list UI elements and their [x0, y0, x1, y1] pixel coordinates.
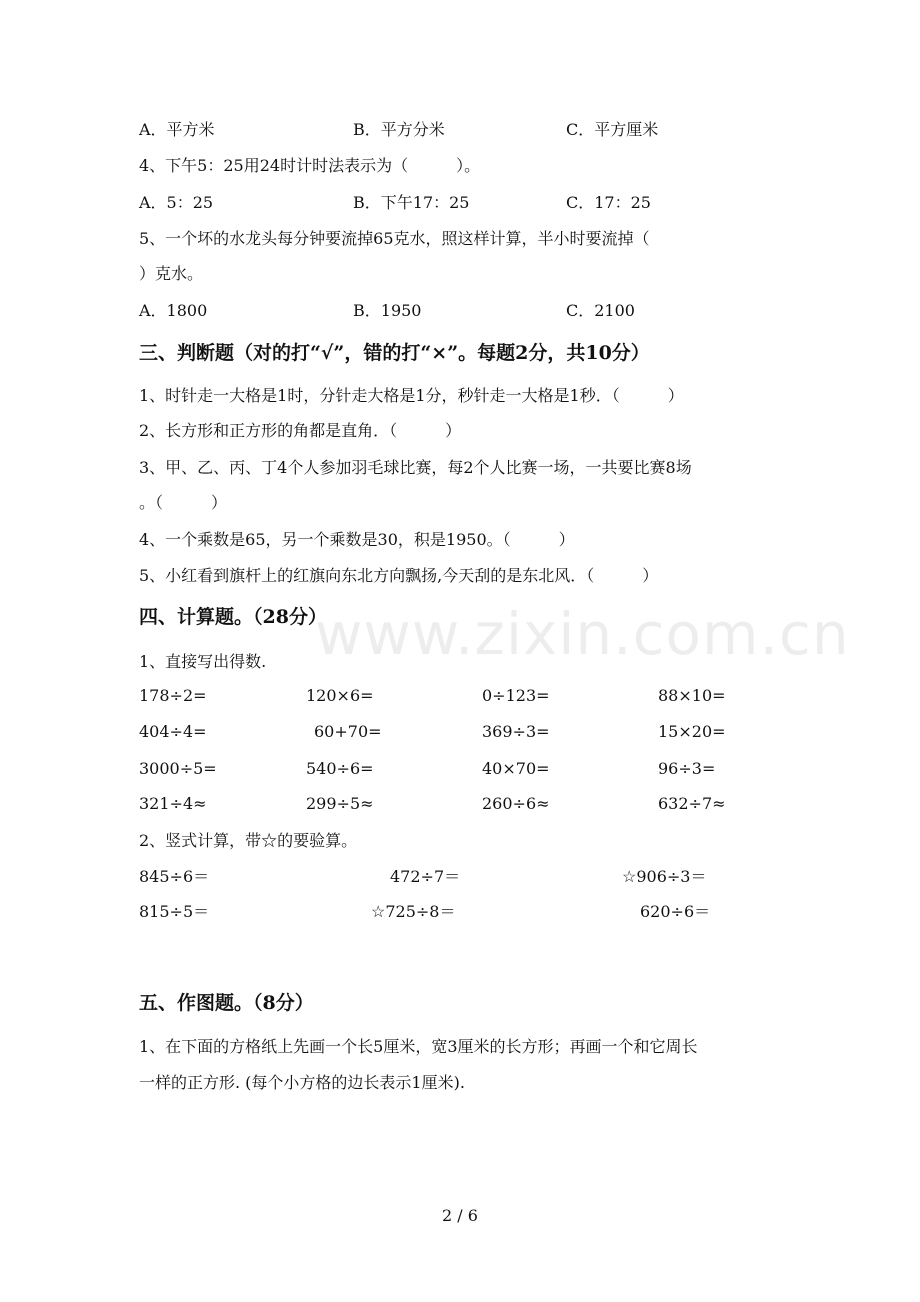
- oral-calc-item: 321÷4≈: [139, 794, 207, 813]
- oral-calc-item: 15×20=: [658, 722, 726, 741]
- section3-item-5: 5、小红看到旗杆上的红旗向东北方向飘扬,今天刮的是东北风．（ ）: [139, 566, 659, 585]
- watermark: www.zixin.com.cn: [315, 600, 850, 668]
- section4-sub2: 2、竖式计算，带☆的要验算。: [139, 831, 358, 850]
- section4-sub1: 1、直接写出得数.: [139, 652, 267, 671]
- vertical-calc-item: 472÷7＝: [390, 867, 461, 886]
- oral-calc-item: 178÷2=: [139, 686, 207, 705]
- oral-calc-item: 88×10=: [658, 686, 726, 705]
- oral-calc-item: 540÷6=: [306, 759, 374, 778]
- vertical-calc-item: ☆906÷3＝: [622, 867, 707, 886]
- oral-calc-item: 96÷3=: [658, 759, 716, 778]
- section3-item-3-cont: 。（ ）: [139, 493, 228, 512]
- vertical-calc-item: 620÷6＝: [640, 902, 711, 921]
- q5-option-a: A．1800: [139, 301, 208, 320]
- oral-calc-item: 3000÷5=: [139, 759, 217, 778]
- q5-question-line2: ）克水。: [139, 264, 204, 283]
- oral-calc-item: 299÷5≈: [306, 794, 374, 813]
- vertical-calc-item: 845÷6＝: [139, 867, 210, 886]
- q3-option-b: B．平方分米: [353, 120, 445, 139]
- q3-option-c: C．平方厘米: [566, 120, 659, 139]
- q4-option-b: B．下午17：25: [353, 193, 470, 212]
- section5-line2: 一样的正方形. (每个小方格的边长表示1厘米).: [139, 1073, 465, 1092]
- q4-question: 4、下午5：25用24时计时法表示为（ ）。: [139, 156, 481, 175]
- section4-title: 四、计算题。（28分）: [139, 606, 327, 628]
- section3-item-3: 3、甲、乙、丙、丁4个人参加羽毛球比赛，每2个人比赛一场，一共要比赛8场: [139, 458, 692, 477]
- vertical-calc-item: ☆725÷8＝: [371, 902, 456, 921]
- oral-calc-item: 260÷6≈: [482, 794, 550, 813]
- page-number: 2 / 6: [442, 1206, 478, 1225]
- q4-option-a: A．5：25: [139, 193, 214, 212]
- q5-option-b: B．1950: [353, 301, 422, 320]
- q3-option-a: A．平方米: [139, 120, 215, 139]
- oral-calc-item: 60+70=: [314, 722, 382, 741]
- vertical-calc-item: 815÷5＝: [139, 902, 210, 921]
- section3-item-4: 4、一个乘数是65，另一个乘数是30，积是1950。（ ）: [139, 530, 575, 549]
- section5-title: 五、作图题。（8分）: [139, 992, 314, 1014]
- section3-item-2: 2、长方形和正方形的角都是直角．（ ）: [139, 421, 462, 440]
- oral-calc-item: 40×70=: [482, 759, 550, 778]
- oral-calc-item: 404÷4=: [139, 722, 207, 741]
- oral-calc-item: 0÷123=: [482, 686, 550, 705]
- q5-question-line1: 5、一个坏的水龙头每分钟要流掉65克水，照这样计算，半小时要流掉（: [139, 229, 650, 248]
- oral-calc-item: 369÷3=: [482, 722, 550, 741]
- q5-option-c: C．2100: [566, 301, 635, 320]
- oral-calc-item: 120×6=: [306, 686, 374, 705]
- section5-line1: 1、在下面的方格纸上先画一个长5厘米，宽3厘米的长方形；再画一个和它周长: [139, 1037, 698, 1056]
- section3-title: 三、判断题（对的打“√”，错的打“×”。每题2分，共10分）: [139, 342, 650, 364]
- oral-calc-item: 632÷7≈: [658, 794, 726, 813]
- section3-item-1: 1、时针走一大格是1时，分针走大格是1分，秒针走一大格是1秒．（ ）: [139, 386, 684, 405]
- q4-option-c: C．17：25: [566, 193, 651, 212]
